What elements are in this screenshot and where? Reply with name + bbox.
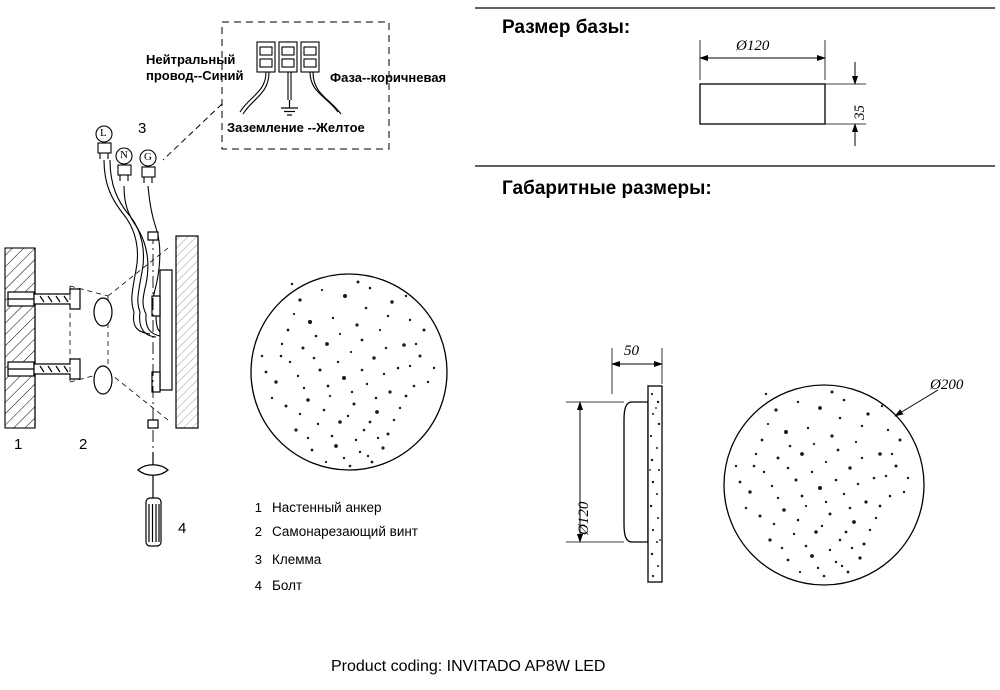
terminal-l-label: L	[100, 127, 107, 139]
legend-item-number: 3	[254, 552, 262, 567]
section-title-base-size: Размер базы:	[502, 17, 631, 38]
section-title-overall-size: Габаритные размеры:	[502, 178, 712, 199]
overall-outer-diameter-dim: Ø200	[930, 377, 964, 393]
callout-bolt: 4	[178, 520, 187, 537]
base-thickness-dim: 35	[852, 105, 868, 120]
legend-item	[248, 552, 418, 567]
neutral-wire-label-line1: Нейтральный	[146, 52, 236, 67]
overall-inner-diameter-dim: Ø120	[576, 501, 592, 535]
legend-item	[248, 578, 418, 593]
overall-side-view	[566, 348, 662, 582]
fixture-front-view	[251, 274, 447, 470]
callout-terminal-block: 3	[138, 120, 147, 137]
product-coding-footer: Product coding: INVITADO AP8W LED	[331, 658, 606, 675]
ground-wire-label: Заземление --Желтое	[227, 120, 365, 135]
legend-item-label: Настенный анкер	[272, 500, 382, 515]
legend-item	[248, 500, 418, 515]
legend-item-label: Самонарезающий винт	[272, 524, 418, 539]
overall-depth-dim: 50	[624, 343, 639, 359]
wiring-leader-line	[163, 104, 222, 160]
self-tapping-screws	[34, 289, 80, 379]
phase-wire-label: Фаза--коричневая	[330, 70, 447, 85]
neutral-wire-label	[146, 52, 243, 84]
mounting-washers	[94, 298, 112, 394]
legend-item-number: 1	[254, 500, 262, 515]
overall-front-view	[724, 385, 938, 585]
callout-wall-anchor: 1	[14, 436, 23, 453]
terminal-n-label: N	[120, 149, 128, 161]
legend-item-number: 2	[254, 524, 262, 539]
neutral-wire-label-line2: провод--Синий	[146, 68, 244, 83]
legend-item-label: Клемма	[272, 552, 322, 567]
legend	[248, 500, 418, 593]
terminal-g-label: G	[144, 151, 152, 163]
base-size-drawing	[700, 40, 866, 146]
bolt-tool	[138, 452, 168, 546]
base-diameter-dim: Ø120	[736, 38, 770, 54]
fixture-side-view	[176, 236, 198, 428]
callout-self-tapping-screw: 2	[79, 436, 88, 453]
wall-section	[5, 248, 35, 428]
legend-item	[248, 524, 418, 539]
legend-item-label: Болт	[272, 578, 303, 593]
legend-item-number: 4	[254, 578, 262, 593]
